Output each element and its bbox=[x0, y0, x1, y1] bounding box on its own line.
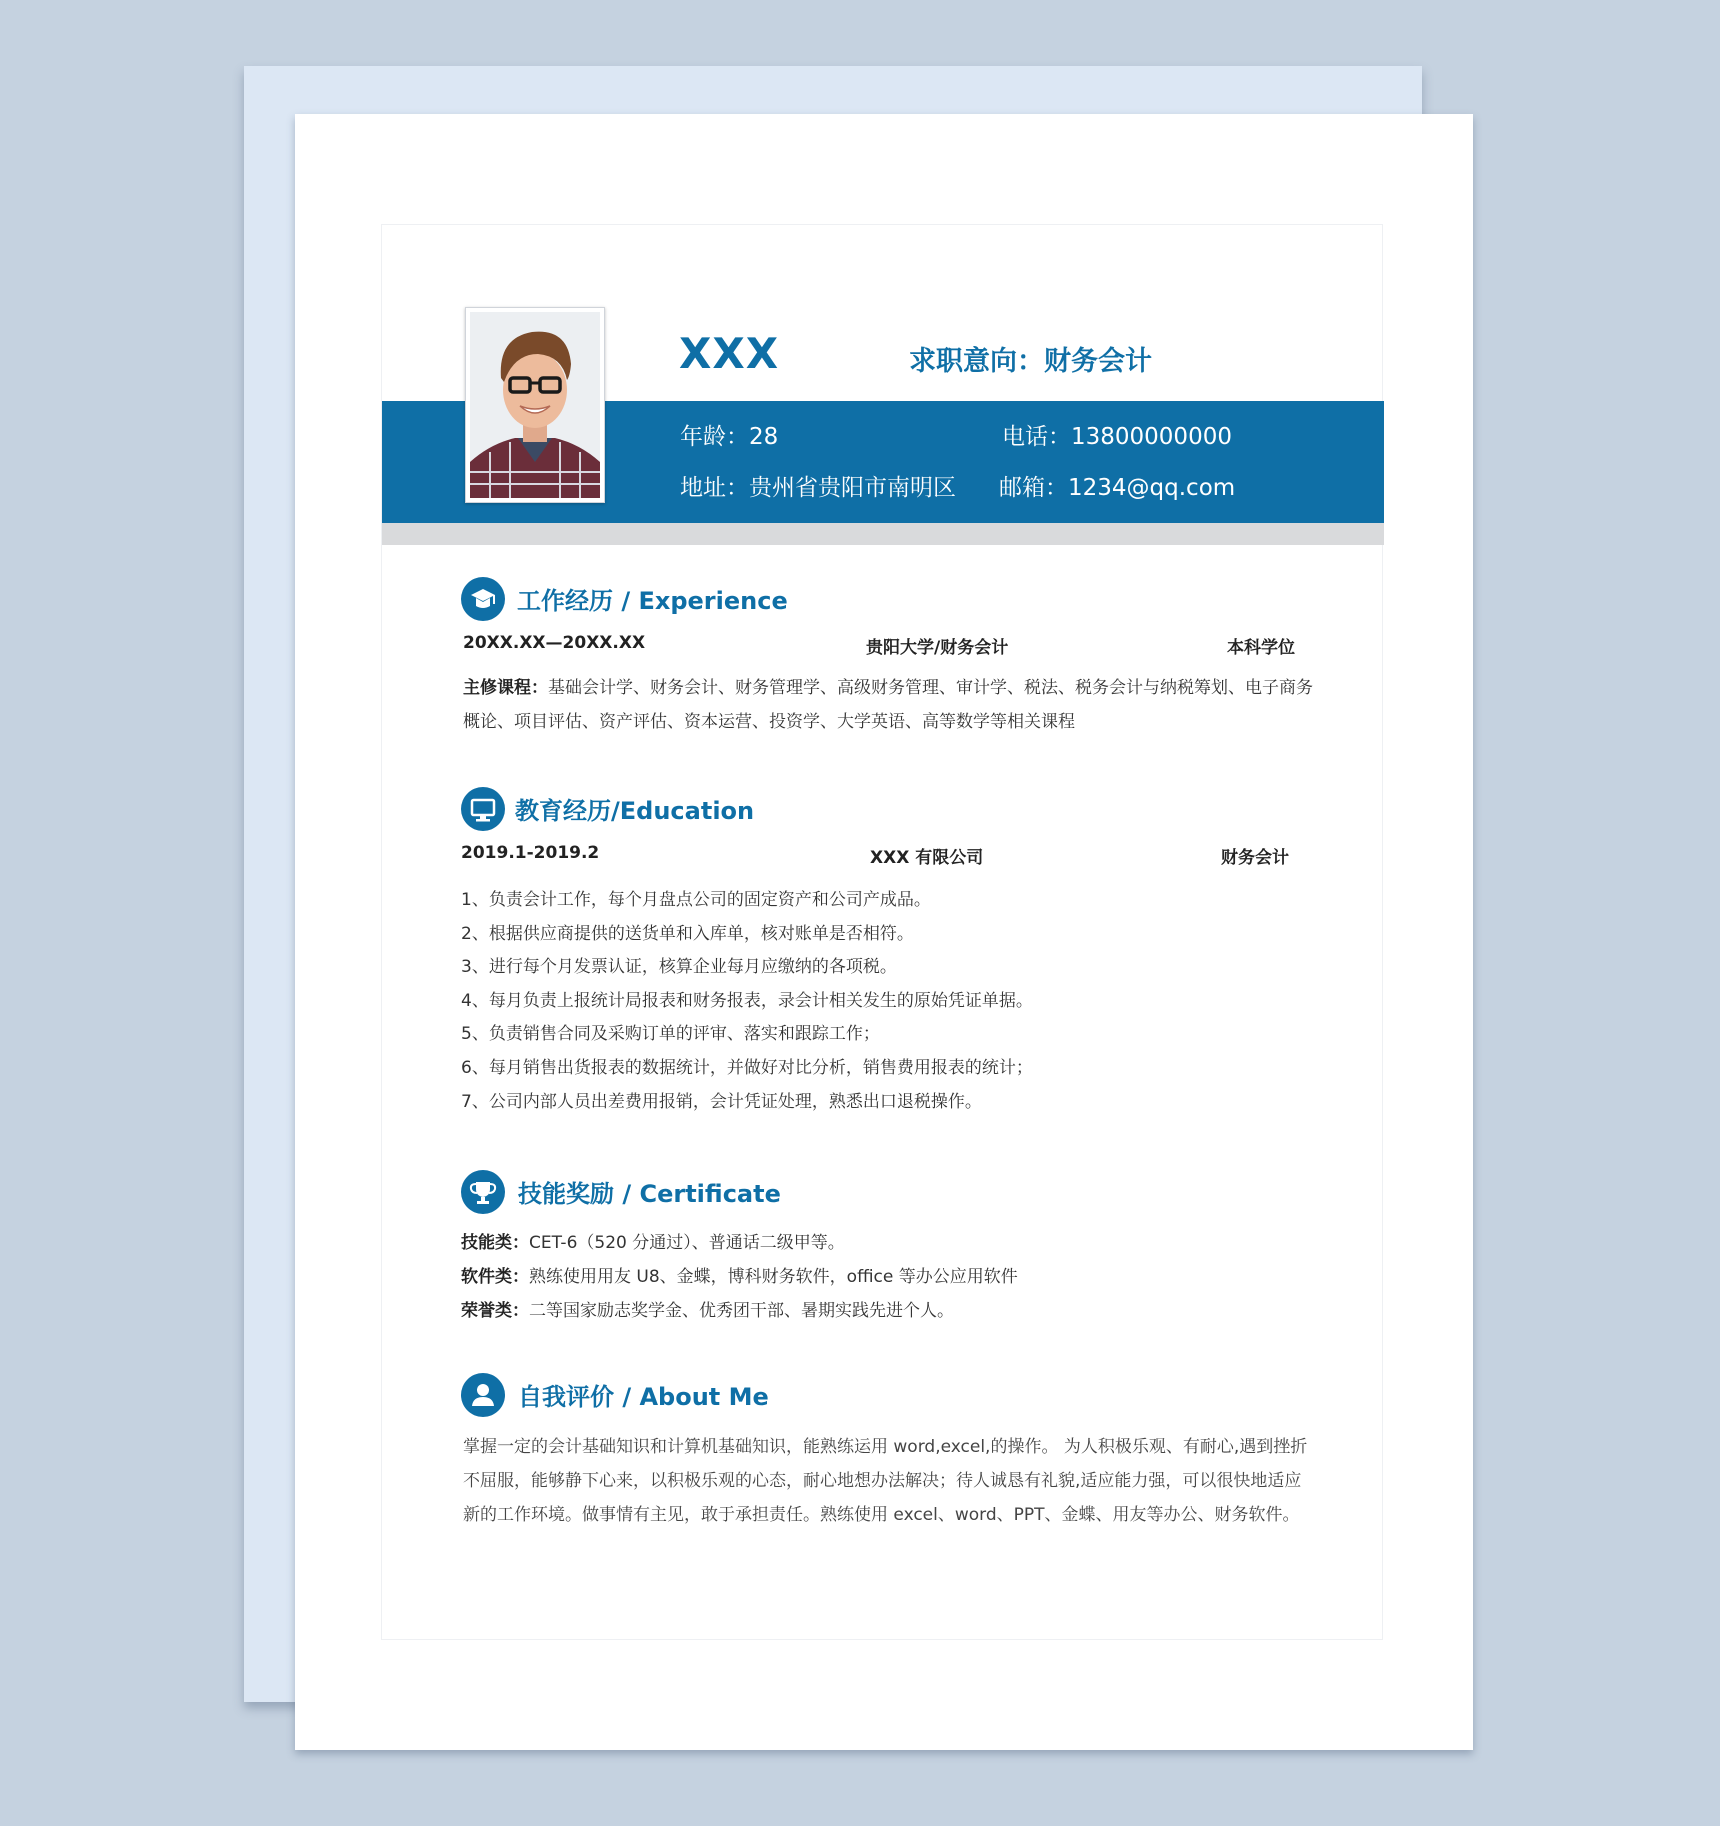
about-title: 自我评价 / About Me bbox=[518, 1383, 769, 1411]
experience-period: 20XX.XX—20XX.XX bbox=[463, 633, 646, 653]
education-role: 财务会计 bbox=[1221, 848, 1289, 868]
duty-item: 3、进行每个月发票认证，核算企业每月应缴纳的各项税。 bbox=[461, 957, 897, 977]
certificate-label: 软件类： bbox=[461, 1267, 529, 1287]
certificate-item bbox=[461, 1228, 845, 1253]
graduation-cap-icon bbox=[461, 577, 505, 621]
experience-org: 贵阳大学/财务会计 bbox=[866, 638, 1009, 658]
email-field: 邮箱：1234@qq.com bbox=[999, 475, 1236, 501]
age-field: 年龄：28 bbox=[680, 424, 779, 450]
about-paragraph: 掌握一定的会计基础知识和计算机基础知识，能熟练运用 word,excel,的操作。 为人积极乐观、有耐心,遇到挫折不屈服，能够静下心来，以积极乐观的心态，耐心地想办法解决；待人诚恳有礼貌,适应能力强，可以很快地适应新的工作环境。做事情有主见，敢于承担责任。熟练使用 excel、word、PPT、金蝶、用友等办公、财务软件。 bbox=[463, 1437, 1308, 1525]
user-icon bbox=[461, 1373, 505, 1417]
certificate-text: CET-6（520 分通过）、普通话二级甲等。 bbox=[529, 1233, 845, 1253]
profile-photo bbox=[465, 307, 605, 503]
certificate-label: 技能类： bbox=[461, 1233, 529, 1253]
duty-item: 7、公司内部人员出差费用报销，会计凭证处理，熟悉出口退税操作。 bbox=[461, 1092, 982, 1112]
experience-degree: 本科学位 bbox=[1227, 638, 1295, 658]
courses-text: 基础会计学、财务会计、财务管理学、高级财务管理、审计学、税法、税务会计与纳税筹划、电子商务概论、项目评估、资产评估、资本运营、投资学、大学英语、高等数学等相关课程 bbox=[463, 678, 1313, 732]
monitor-icon bbox=[461, 787, 505, 831]
person-portrait bbox=[470, 312, 600, 498]
education-title: 教育经历/Education bbox=[515, 797, 755, 825]
candidate-name: XXX bbox=[679, 329, 780, 378]
certificate-item bbox=[461, 1262, 1018, 1287]
courses-label: 主修课程： bbox=[463, 678, 548, 698]
experience-title: 工作经历 / Experience bbox=[517, 587, 788, 615]
certificate-label: 荣誉类： bbox=[461, 1301, 529, 1321]
header-underline bbox=[382, 523, 1384, 545]
duty-item: 4、每月负责上报统计局报表和财务报表，录会计相关发生的原始凭证单据。 bbox=[461, 991, 1033, 1011]
certificate-title: 技能奖励 / Certificate bbox=[518, 1180, 781, 1208]
certificate-text: 熟练使用用友 U8、金蝶，博科财务软件，office 等办公应用软件 bbox=[529, 1267, 1018, 1287]
certificate-text: 二等国家励志奖学金、优秀团干部、暑期实践先进个人。 bbox=[529, 1301, 954, 1321]
education-company: XXX 有限公司 bbox=[870, 848, 984, 868]
resume-page bbox=[381, 224, 1383, 1640]
duty-item: 1、负责会计工作，每个月盘点公司的固定资产和公司产成品。 bbox=[461, 890, 931, 910]
duty-item: 6、每月销售出货报表的数据统计，并做好对比分析，销售费用报表的统计； bbox=[461, 1058, 1033, 1078]
duty-item: 2、根据供应商提供的送货单和入库单，核对账单是否相符。 bbox=[461, 924, 914, 944]
education-period: 2019.1-2019.2 bbox=[461, 843, 600, 863]
job-intent: 求职意向：财务会计 bbox=[909, 346, 1152, 377]
duty-item: 5、负责销售合同及采购订单的评审、落实和跟踪工作； bbox=[461, 1024, 880, 1044]
phone-field: 电话：13800000000 bbox=[1002, 424, 1232, 450]
address-field: 地址：贵州省贵阳市南明区 bbox=[680, 475, 956, 501]
trophy-icon bbox=[461, 1170, 505, 1214]
certificate-item bbox=[461, 1296, 954, 1321]
courses-paragraph bbox=[463, 671, 1313, 739]
